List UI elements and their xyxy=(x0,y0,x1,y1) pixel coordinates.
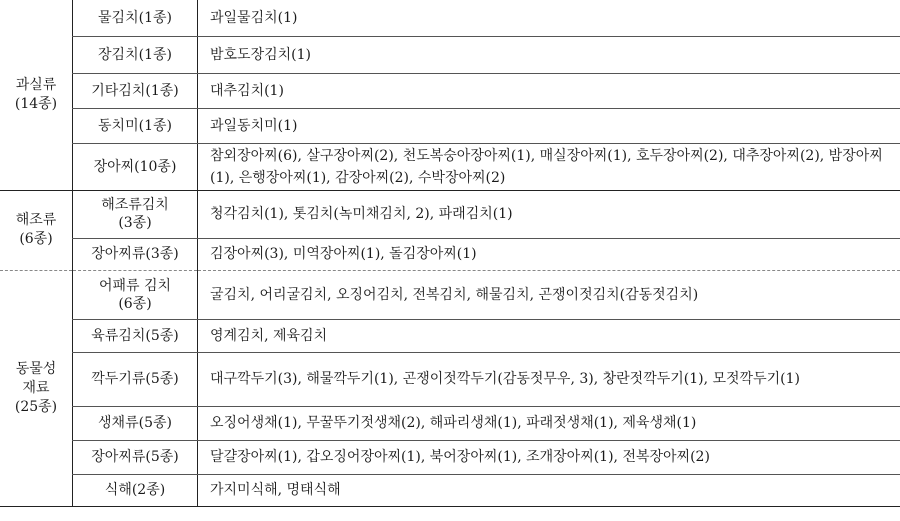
table-row xyxy=(0,190,900,238)
items-cell: 오징어생채(1), 무꿀뚜기젓생채(2), 해파리생채(1), 파래젓생채(1), 제육생채(1) xyxy=(198,406,900,440)
table-row xyxy=(0,143,900,190)
group-label: 해조류 xyxy=(15,212,57,228)
category-cell xyxy=(73,270,198,319)
category-count: (6종) xyxy=(118,295,152,312)
items-cell: 가지미식해, 명태식해 xyxy=(198,474,900,506)
group-count: (25종) xyxy=(14,398,58,415)
group-count: (6종) xyxy=(19,231,53,247)
group-cell xyxy=(0,270,73,506)
group-cell xyxy=(0,0,73,190)
table-row xyxy=(0,73,900,108)
category-cell: 깍두기류(5종) xyxy=(73,352,198,406)
category-cell: 생채류(5종) xyxy=(73,406,198,440)
items-cell: 밤호도장김치(1) xyxy=(198,36,900,73)
items-cell: 과일물김치(1) xyxy=(198,0,900,36)
items-cell: 영계김치, 제육김치 xyxy=(198,319,900,352)
category-cell: 장아찌(10종) xyxy=(73,143,198,190)
items-cell: 달걀장아찌(1), 갑오징어장아찌(1), 북어장아찌(1), 조개장아찌(1), 전복장아찌(2) xyxy=(198,440,900,474)
table-row xyxy=(0,108,900,143)
category-label: 해조류김치 xyxy=(101,197,169,213)
category-cell: 육류김치(5종) xyxy=(73,319,198,352)
category-cell: 장아찌류(5종) xyxy=(73,440,198,474)
items-cell: 대구깍두기(3), 해물깍두기(1), 곤쟁이젓깍두기(감동젓무우, 3), 창란젓깍두기(1), 모젓깍두기(1) xyxy=(198,352,900,406)
items-cell: 참외장아찌(6), 살구장아찌(2), 천도복숭아장아찌(1), 매실장아찌(1), 호두장아찌(2), 대추장아찌(2), 밤장아찌(1), 은행장아찌(1), 감장아찌(2), 수박장아찌(2) xyxy=(198,143,900,190)
category-cell: 동치미(1종) xyxy=(73,108,198,143)
group-cell xyxy=(0,190,73,270)
table-row xyxy=(0,0,900,36)
category-cell xyxy=(73,190,198,238)
category-cell: 물김치(1종) xyxy=(73,0,198,36)
items-cell: 과일동치미(1) xyxy=(198,108,900,143)
group-count: (14종) xyxy=(14,95,58,112)
table-row xyxy=(0,36,900,73)
table-row xyxy=(0,474,900,506)
items-cell: 김장아찌(3), 미역장아찌(1), 돌김장아찌(1) xyxy=(198,238,900,270)
table-row xyxy=(0,352,900,406)
category-cell: 식해(2종) xyxy=(73,474,198,506)
category-count: (3종) xyxy=(118,215,152,231)
table-row xyxy=(0,440,900,474)
category-label: 어패류 김치 xyxy=(98,277,172,294)
items-cell: 굴김치, 어리굴김치, 오징어김치, 전복김치, 해물김치, 곤쟁이젓김치(감동젓김치) xyxy=(198,270,900,319)
table-row xyxy=(0,406,900,440)
items-cell: 대추김치(1) xyxy=(198,73,900,108)
category-cell: 기타김치(1종) xyxy=(73,73,198,108)
table-row xyxy=(0,319,900,352)
group-label: 과실류 xyxy=(15,76,57,93)
category-cell: 장아찌류(3종) xyxy=(73,238,198,270)
group-label: 동물성 xyxy=(15,360,57,377)
items-cell: 청각김치(1), 톳김치(녹미채김치, 2), 파래김치(1) xyxy=(198,190,900,238)
group-label-2: 재료 xyxy=(22,379,50,396)
category-cell: 장김치(1종) xyxy=(73,36,198,73)
table-row xyxy=(0,270,900,319)
table-row xyxy=(0,238,900,270)
